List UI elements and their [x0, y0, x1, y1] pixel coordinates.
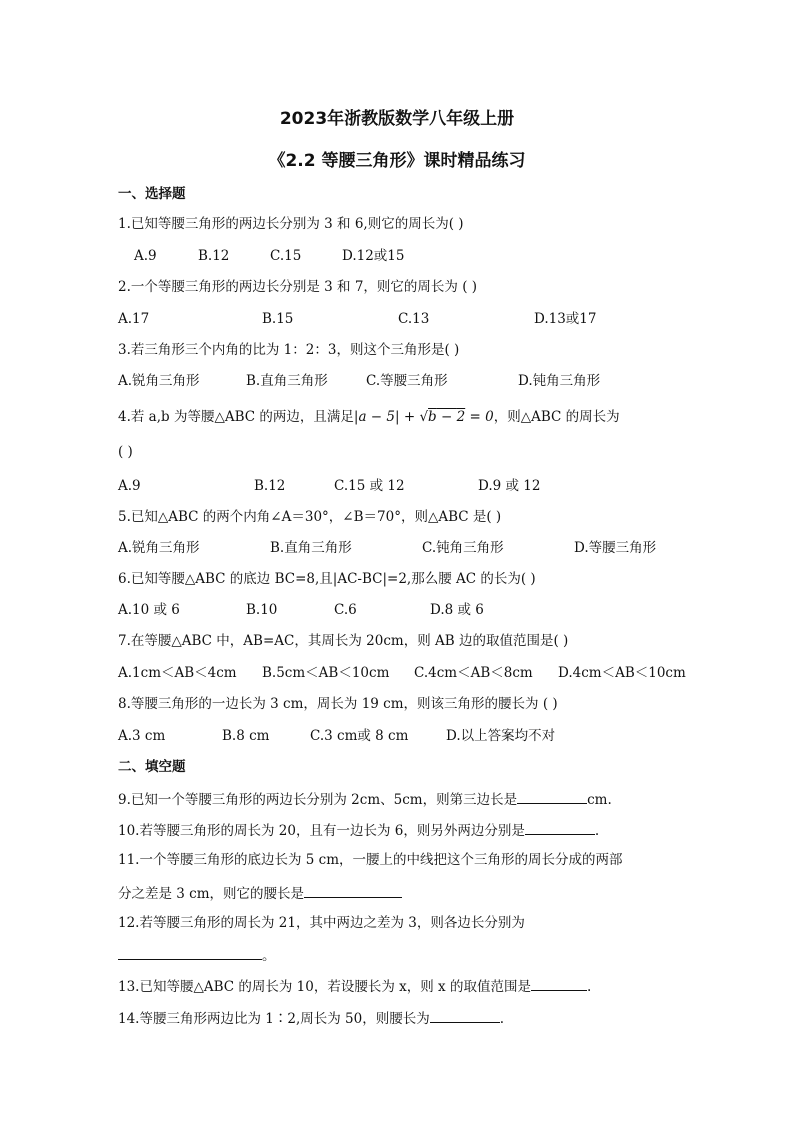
question-4-stem: 4.若 a,b 为等腰△ABC 的两边，且满足|a − 5| + √b − 2 = 0，则△ABC 的周长为: [118, 409, 620, 425]
section-heading-choice: 一、选择题: [118, 186, 186, 202]
option-a: A.10 或 6: [118, 602, 180, 618]
question-10: 10.若等腰三角形的周长为 20，且有一边长为 6，则另外两边分别是 .: [118, 819, 599, 841]
document-title: 2023年浙教版数学八年级上册: [279, 109, 515, 129]
option-c: C.6: [334, 602, 357, 618]
question-1-stem: 1.已知等腰三角形的两边长分别为 3 和 6,则它的周长为( ): [118, 216, 464, 232]
question-14: 14.等腰三角形两边比为 1∶2,周长为 50，则腰长为 .: [118, 1007, 504, 1029]
option-b: B.15: [262, 311, 294, 327]
option-a: A.3 cm: [118, 728, 166, 744]
option-c: C.等腰三角形: [366, 373, 448, 389]
section-heading-fill: 二、填空题: [118, 759, 186, 775]
option-d: D.4cm＜AB＜10cm: [558, 665, 686, 681]
option-c: C.钝角三角形: [422, 540, 504, 556]
question-12-line2: 。: [118, 944, 276, 966]
option-a: A.锐角三角形: [118, 373, 200, 389]
document-subtitle: 《2.2 等腰三角形》课时精品练习: [268, 151, 526, 171]
option-a: A.17: [118, 311, 150, 327]
question-13: 13.已知等腰△ABC 的周长为 10，若设腰长为 x，则 x 的取值范围是 .: [118, 975, 591, 997]
option-d: D.13或17: [534, 311, 597, 327]
answer-blank[interactable]: [531, 975, 587, 991]
option-c: C.4cm＜AB＜8cm: [414, 665, 533, 681]
option-d: D.9 或 12: [478, 478, 541, 494]
option-b: B.8 cm: [222, 728, 270, 744]
question-4-stem-cont: ( ): [118, 444, 133, 460]
option-b: B.12: [254, 478, 286, 494]
option-d: D.8 或 6: [430, 602, 484, 618]
answer-blank[interactable]: [118, 944, 262, 960]
question-6-stem: 6.已知等腰△ABC 的底边 BC=8,且|AC-BC|=2,那么腰 AC 的长为( ): [118, 571, 536, 587]
question-3-stem: 3.若三角形三个内角的比为 1：2：3，则这个三角形是( ): [118, 342, 460, 358]
answer-blank[interactable]: [517, 788, 587, 804]
option-a: A.1cm＜AB＜4cm: [118, 665, 237, 681]
option-d: D.以上答案均不对: [446, 728, 556, 744]
option-b: B.10: [246, 602, 278, 618]
option-c: C.15: [270, 248, 302, 264]
option-b: B.直角三角形: [270, 540, 352, 556]
answer-blank[interactable]: [304, 882, 402, 898]
answer-blank[interactable]: [430, 1007, 500, 1023]
option-a: A.9: [134, 248, 157, 264]
question-8-stem: 8.等腰三角形的一边长为 3 cm，周长为 19 cm，则该三角形的腰长为 ( ): [118, 696, 558, 712]
option-a: A.锐角三角形: [118, 540, 200, 556]
question-11-line2: 分之差是 3 cm，则它的腰长是: [118, 882, 402, 904]
question-2-stem: 2.一个等腰三角形的两边长分别是 3 和 7，则它的周长为 ( ): [118, 279, 478, 295]
option-d: D.钝角三角形: [518, 373, 601, 389]
option-d: D.12或15: [342, 248, 405, 264]
option-b: B.直角三角形: [246, 373, 328, 389]
question-11-line1: 11.一个等腰三角形的底边长为 5 cm，一腰上的中线把这个三角形的周长分成的两部: [118, 852, 623, 868]
option-d: D.等腰三角形: [574, 540, 657, 556]
option-a: A.9: [118, 478, 141, 494]
question-12-line1: 12.若等腰三角形的周长为 21，其中两边之差为 3，则各边长分别为: [118, 915, 525, 931]
option-c: C.15 或 12: [334, 478, 405, 494]
question-5-stem: 5.已知△ABC 的两个内角∠A＝30°，∠B＝70°，则△ABC 是( ): [118, 509, 502, 525]
question-7-stem: 7.在等腰△ABC 中，AB=AC，其周长为 20cm，则 AB 边的取值范围是( ): [118, 633, 569, 649]
answer-blank[interactable]: [525, 819, 595, 835]
condition-formula: |a − 5| + √b − 2 = 0: [353, 409, 494, 425]
option-b: B.12: [198, 248, 230, 264]
question-9: 9.已知一个等腰三角形的两边长分别为 2cm、5cm，则第三边长是 cm.: [118, 788, 612, 810]
option-c: C.13: [398, 311, 430, 327]
option-b: B.5cm＜AB＜10cm: [262, 665, 390, 681]
option-c: C.3 cm或 8 cm: [310, 728, 409, 744]
